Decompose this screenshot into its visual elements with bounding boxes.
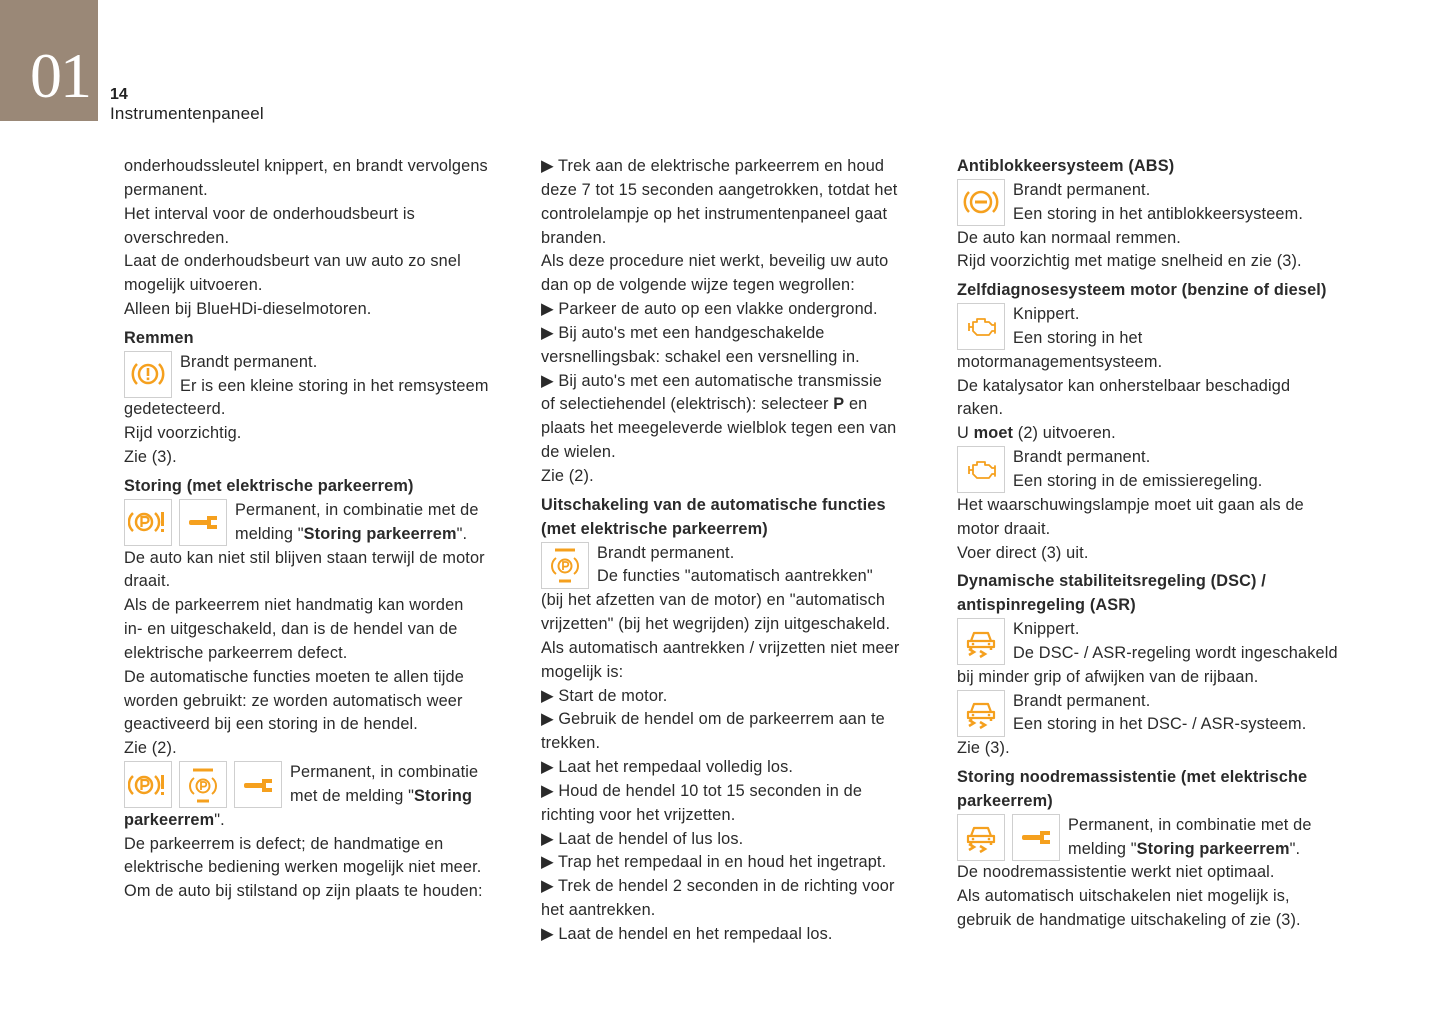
parking-brake-fault-icon (124, 761, 172, 808)
text-line: Het waarschuwingslampje moet uit gaan als de (957, 495, 1304, 514)
warning-lamp-entry (957, 618, 1367, 690)
text-line: controlelampje op het instrumentenpaneel gaat (541, 204, 888, 223)
text-line (290, 785, 478, 809)
lamp-description (1013, 303, 1142, 351)
wrench-icon (1012, 814, 1060, 861)
text-line: Om de auto bij stilstand op zijn plaats te houden: (124, 882, 483, 901)
wrench-icon (234, 761, 282, 808)
text-line: richting voor het vrijzetten. (541, 805, 736, 824)
warning-lamp-icons (957, 618, 1005, 665)
bold-text: P (833, 395, 845, 414)
text-segment: ". (1289, 839, 1301, 858)
text-segment: ". (214, 810, 225, 829)
bullet-step: ▶ Laat het rempedaal volledig los. (541, 758, 794, 777)
section-heading (124, 327, 534, 351)
lamp-description (1013, 179, 1303, 227)
warning-lamp-entry (124, 351, 534, 470)
text-line: Permanent, in combinatie (290, 763, 479, 782)
text-line: trekken. (541, 734, 601, 753)
text-segment: of selectiehendel (elektrisch): selecteer (541, 395, 834, 414)
text-line (957, 422, 1367, 446)
text-line: Knippert. (1013, 620, 1080, 639)
text-line: het aantrekken. (541, 901, 656, 920)
auto-parking-off-icon (541, 542, 589, 589)
text-line: Een storing in het antiblokkeersysteem. (1013, 204, 1304, 223)
text-line (124, 809, 534, 833)
auto-parking-off-icon (179, 761, 227, 808)
warning-lamp-row (124, 499, 534, 547)
text-line: De automatische functies moeten te allen tijde (124, 667, 464, 686)
text-segment: (2) uitvoeren. (1013, 424, 1116, 443)
engine-warning-icon (957, 303, 1005, 350)
text-line (235, 523, 479, 547)
text-line: Een storing in de emissieregeling. (1013, 471, 1263, 490)
text-line: de wielen. (541, 443, 616, 462)
text-line: antispinregeling (ASR) (957, 596, 1136, 615)
text-line: Zie (2). (541, 466, 594, 485)
text-line: raken. (957, 400, 1004, 419)
column-3 (957, 155, 1367, 933)
warning-lamp-row (124, 761, 534, 809)
text-line: Brandt permanent. (1013, 448, 1151, 467)
text-line: Storing noodremassistentie (met elektrische (957, 768, 1308, 787)
bullet-step: ▶ Trap het rempedaal in en houd het ingetrapt. (541, 853, 887, 872)
warning-lamp-icons (957, 303, 1005, 350)
text-line: gebruik de handmatige uitschakeling of zie (3). (957, 911, 1301, 930)
text-line: Als de parkeerrem niet handmatig kan worden (124, 596, 464, 615)
text-line: Storing (met elektrische parkeerrem) (124, 476, 414, 495)
warning-lamp-entry (957, 179, 1367, 274)
text-line: De parkeerrem is defect; de handmatige en (124, 834, 444, 853)
warning-lamp-icons (124, 761, 282, 808)
chapter-number: 01 (30, 40, 90, 111)
brake-warning-icon (124, 351, 172, 398)
text-line: De DSC- / ASR-regeling wordt ingeschakeld (1013, 643, 1338, 662)
text-line: Als automatisch uitschakelen niet mogelijk is, (957, 887, 1290, 906)
text-line: motormanagementsysteem. (957, 352, 1163, 371)
bullet-step: ▶ Houd de hendel 10 tot 15 seconden in de (541, 781, 863, 800)
column-1 (124, 155, 534, 904)
bullet-step: ▶ Laat de hendel en het rempedaal los. (541, 925, 833, 943)
chapter-marker (0, 0, 98, 121)
warning-lamp-icons (957, 690, 1005, 737)
bullet-step: ▶ Laat de hendel of lus los. (541, 829, 744, 848)
lamp-description (1068, 814, 1312, 862)
warning-lamp-icons (957, 446, 1005, 493)
warning-lamp-row (957, 179, 1367, 227)
text-line: Remmen (124, 328, 194, 347)
lamp-description (597, 542, 873, 590)
section-heading (957, 570, 1367, 618)
text-line: (met elektrische parkeerrem) (541, 519, 768, 538)
text-line: parkeerrem) (957, 791, 1053, 810)
wrench-icon (179, 499, 227, 546)
text-line: mogelijk is: (541, 662, 624, 681)
warning-lamp-icons (957, 179, 1005, 226)
text-line: Knippert. (1013, 305, 1080, 324)
abs-warning-icon (957, 179, 1005, 226)
text-line: mogelijk uitvoeren. (124, 276, 263, 295)
text-line: Zelfdiagnosesysteem motor (benzine of diesel) (957, 281, 1327, 300)
text-line: Uitschakeling van de automatische functies (541, 495, 886, 514)
text-line: vrijzetten" (bij het wegrijden) zijn uitgeschakeld. (541, 615, 891, 634)
text-line: motor draait. (957, 519, 1051, 538)
text-line: Rijd voorzichtig. (124, 424, 242, 443)
dsc-asr-icon (957, 690, 1005, 737)
text-line: De noodremassistentie werkt niet optimaal. (957, 863, 1275, 882)
text-line: dan op de volgende wijze tegen wegrollen: (541, 276, 855, 295)
text-line: Laat de onderhoudsbeurt van uw auto zo snel (124, 252, 461, 271)
text-line: deze 7 tot 15 seconden aangetrokken, totdat het (541, 180, 898, 199)
lamp-description (1013, 446, 1262, 494)
text-segment: melding " (1068, 839, 1137, 858)
warning-lamp-row (124, 351, 534, 399)
text-segment: U (957, 424, 974, 443)
warning-lamp-row (541, 542, 951, 590)
text-line: Een storing in het (1013, 328, 1143, 347)
bold-text: Storing (414, 786, 473, 805)
text-line: Permanent, in combinatie met de (1068, 815, 1312, 834)
section-title: Instrumentenpaneel (110, 104, 264, 123)
bullet-step: ▶ Trek de hendel 2 seconden in de richting voor (541, 877, 895, 896)
text-line: Dynamische stabiliteitsregeling (DSC) / (957, 572, 1266, 591)
lamp-description (290, 761, 478, 809)
bold-text: Storing parkeerrem (1136, 839, 1290, 858)
text-line: Voer direct (3) uit. (957, 543, 1089, 562)
warning-lamp-icons (541, 542, 589, 589)
warning-lamp-entry (124, 499, 534, 761)
text-line: gedetecteerd. (124, 400, 226, 419)
warning-lamp-entry (957, 446, 1367, 565)
lamp-description (235, 499, 479, 547)
section-heading (957, 279, 1367, 303)
text-line: Brandt permanent. (1013, 180, 1151, 199)
section-heading (541, 494, 951, 542)
bullet-step: ▶ Bij auto's met een handgeschakelde (541, 323, 825, 342)
bold-text: parkeerrem (124, 810, 215, 829)
lamp-description (1013, 690, 1306, 738)
warning-lamp-row (957, 814, 1367, 862)
text-line: elektrische parkeerrem defect. (124, 643, 348, 662)
warning-lamp-icons (124, 351, 172, 398)
text-line: permanent. (124, 180, 208, 199)
dsc-asr-icon (957, 814, 1005, 861)
text-line: versnellingsbak: schakel een versnelling in. (541, 347, 860, 366)
text-line: Permanent, in combinatie met de (235, 500, 479, 519)
section-heading (957, 766, 1367, 814)
text-line (1068, 838, 1312, 862)
bullet-step: ▶ Start de motor. (541, 686, 668, 705)
text-line: geactiveerd bij een storing in de hendel. (124, 715, 418, 734)
text-line (541, 393, 951, 417)
text-line: Als automatisch aantrekken / vrijzetten niet meer (541, 638, 900, 657)
bold-text: Storing parkeerrem (303, 524, 457, 543)
text-line: De auto kan normaal remmen. (957, 228, 1181, 247)
text-line: Brandt permanent. (180, 352, 318, 371)
text-line: Als deze procedure niet werkt, beveilig uw auto (541, 252, 889, 271)
text-line: Rijd voorzichtig met matige snelheid en zie (3). (957, 252, 1302, 271)
warning-lamp-entry (957, 303, 1367, 446)
bullet-step: ▶ Trek aan de elektrische parkeerrem en houd (541, 157, 885, 175)
text-segment: en (844, 395, 868, 414)
engine-warning-icon (957, 446, 1005, 493)
paragraph (124, 155, 534, 322)
warning-lamp-row (957, 303, 1367, 351)
warning-lamp-entry (541, 542, 951, 947)
text-segment: melding " (235, 524, 304, 543)
page-number: 14 (110, 86, 128, 103)
warning-lamp-icons (124, 499, 227, 546)
text-line: (bij het afzetten van de motor) en "automatisch (541, 591, 886, 610)
text-line: Een storing in het DSC- / ASR-systeem. (1013, 715, 1307, 734)
warning-lamp-entry (957, 814, 1367, 933)
text-line: Brandt permanent. (597, 543, 735, 562)
section-heading (957, 155, 1367, 179)
text-line: onderhoudssleutel knippert, en brandt vervolgens (124, 157, 488, 175)
dsc-asr-icon (957, 618, 1005, 665)
bold-text: moet (973, 424, 1014, 443)
text-line: Zie (3). (124, 448, 177, 467)
text-line: bij minder grip of afwijken van de rijbaan. (957, 667, 1259, 686)
text-line: draait. (124, 572, 171, 591)
text-line: worden gebruikt: ze worden automatisch weer (124, 691, 463, 710)
parking-brake-fault-icon (124, 499, 172, 546)
text-line: De functies "automatisch aantrekken" (597, 567, 873, 586)
text-line: overschreden. (124, 228, 230, 247)
text-line: Antiblokkeersysteem (ABS) (957, 157, 1175, 175)
text-line: Brandt permanent. (1013, 691, 1151, 710)
text-line: Er is een kleine storing in het remsysteem (180, 376, 489, 395)
text-segment: ". (456, 524, 468, 543)
text-line: branden. (541, 228, 607, 247)
text-line: Zie (3). (957, 739, 1010, 758)
bullet-step: ▶ Bij auto's met een automatische transmissie (541, 371, 882, 390)
text-segment: met de melding " (290, 786, 415, 805)
warning-lamp-entry (957, 690, 1367, 762)
text-line: Zie (2). (124, 739, 177, 758)
text-line: elektrische bediening werken mogelijk niet meer. (124, 858, 482, 877)
text-line: De katalysator kan onherstelbaar beschadigd (957, 376, 1291, 395)
warning-lamp-row (957, 618, 1367, 666)
lamp-description (1013, 618, 1338, 666)
lamp-description (180, 351, 489, 399)
bullet-step: ▶ Parkeer de auto op een vlakke ondergrond. (541, 300, 878, 319)
column-2 (541, 155, 951, 947)
warning-lamp-row (957, 690, 1367, 738)
text-line: in- en uitgeschakeld, dan is de hendel van de (124, 620, 458, 639)
text-line: Alleen bij BlueHDi-dieselmotoren. (124, 300, 372, 319)
warning-lamp-entry (124, 761, 534, 904)
bullet-step: ▶ Gebruik de hendel om de parkeerrem aan te (541, 710, 885, 729)
section-heading (124, 475, 534, 499)
text-line: plaats het meegeleverde wielblok tegen een van (541, 419, 897, 438)
text-line: Het interval voor de onderhoudsbeurt is (124, 204, 415, 223)
warning-lamp-icons (957, 814, 1060, 861)
text-line: De auto kan niet stil blijven staan terwijl de motor (124, 548, 485, 567)
paragraph (541, 155, 951, 489)
warning-lamp-row (957, 446, 1367, 494)
